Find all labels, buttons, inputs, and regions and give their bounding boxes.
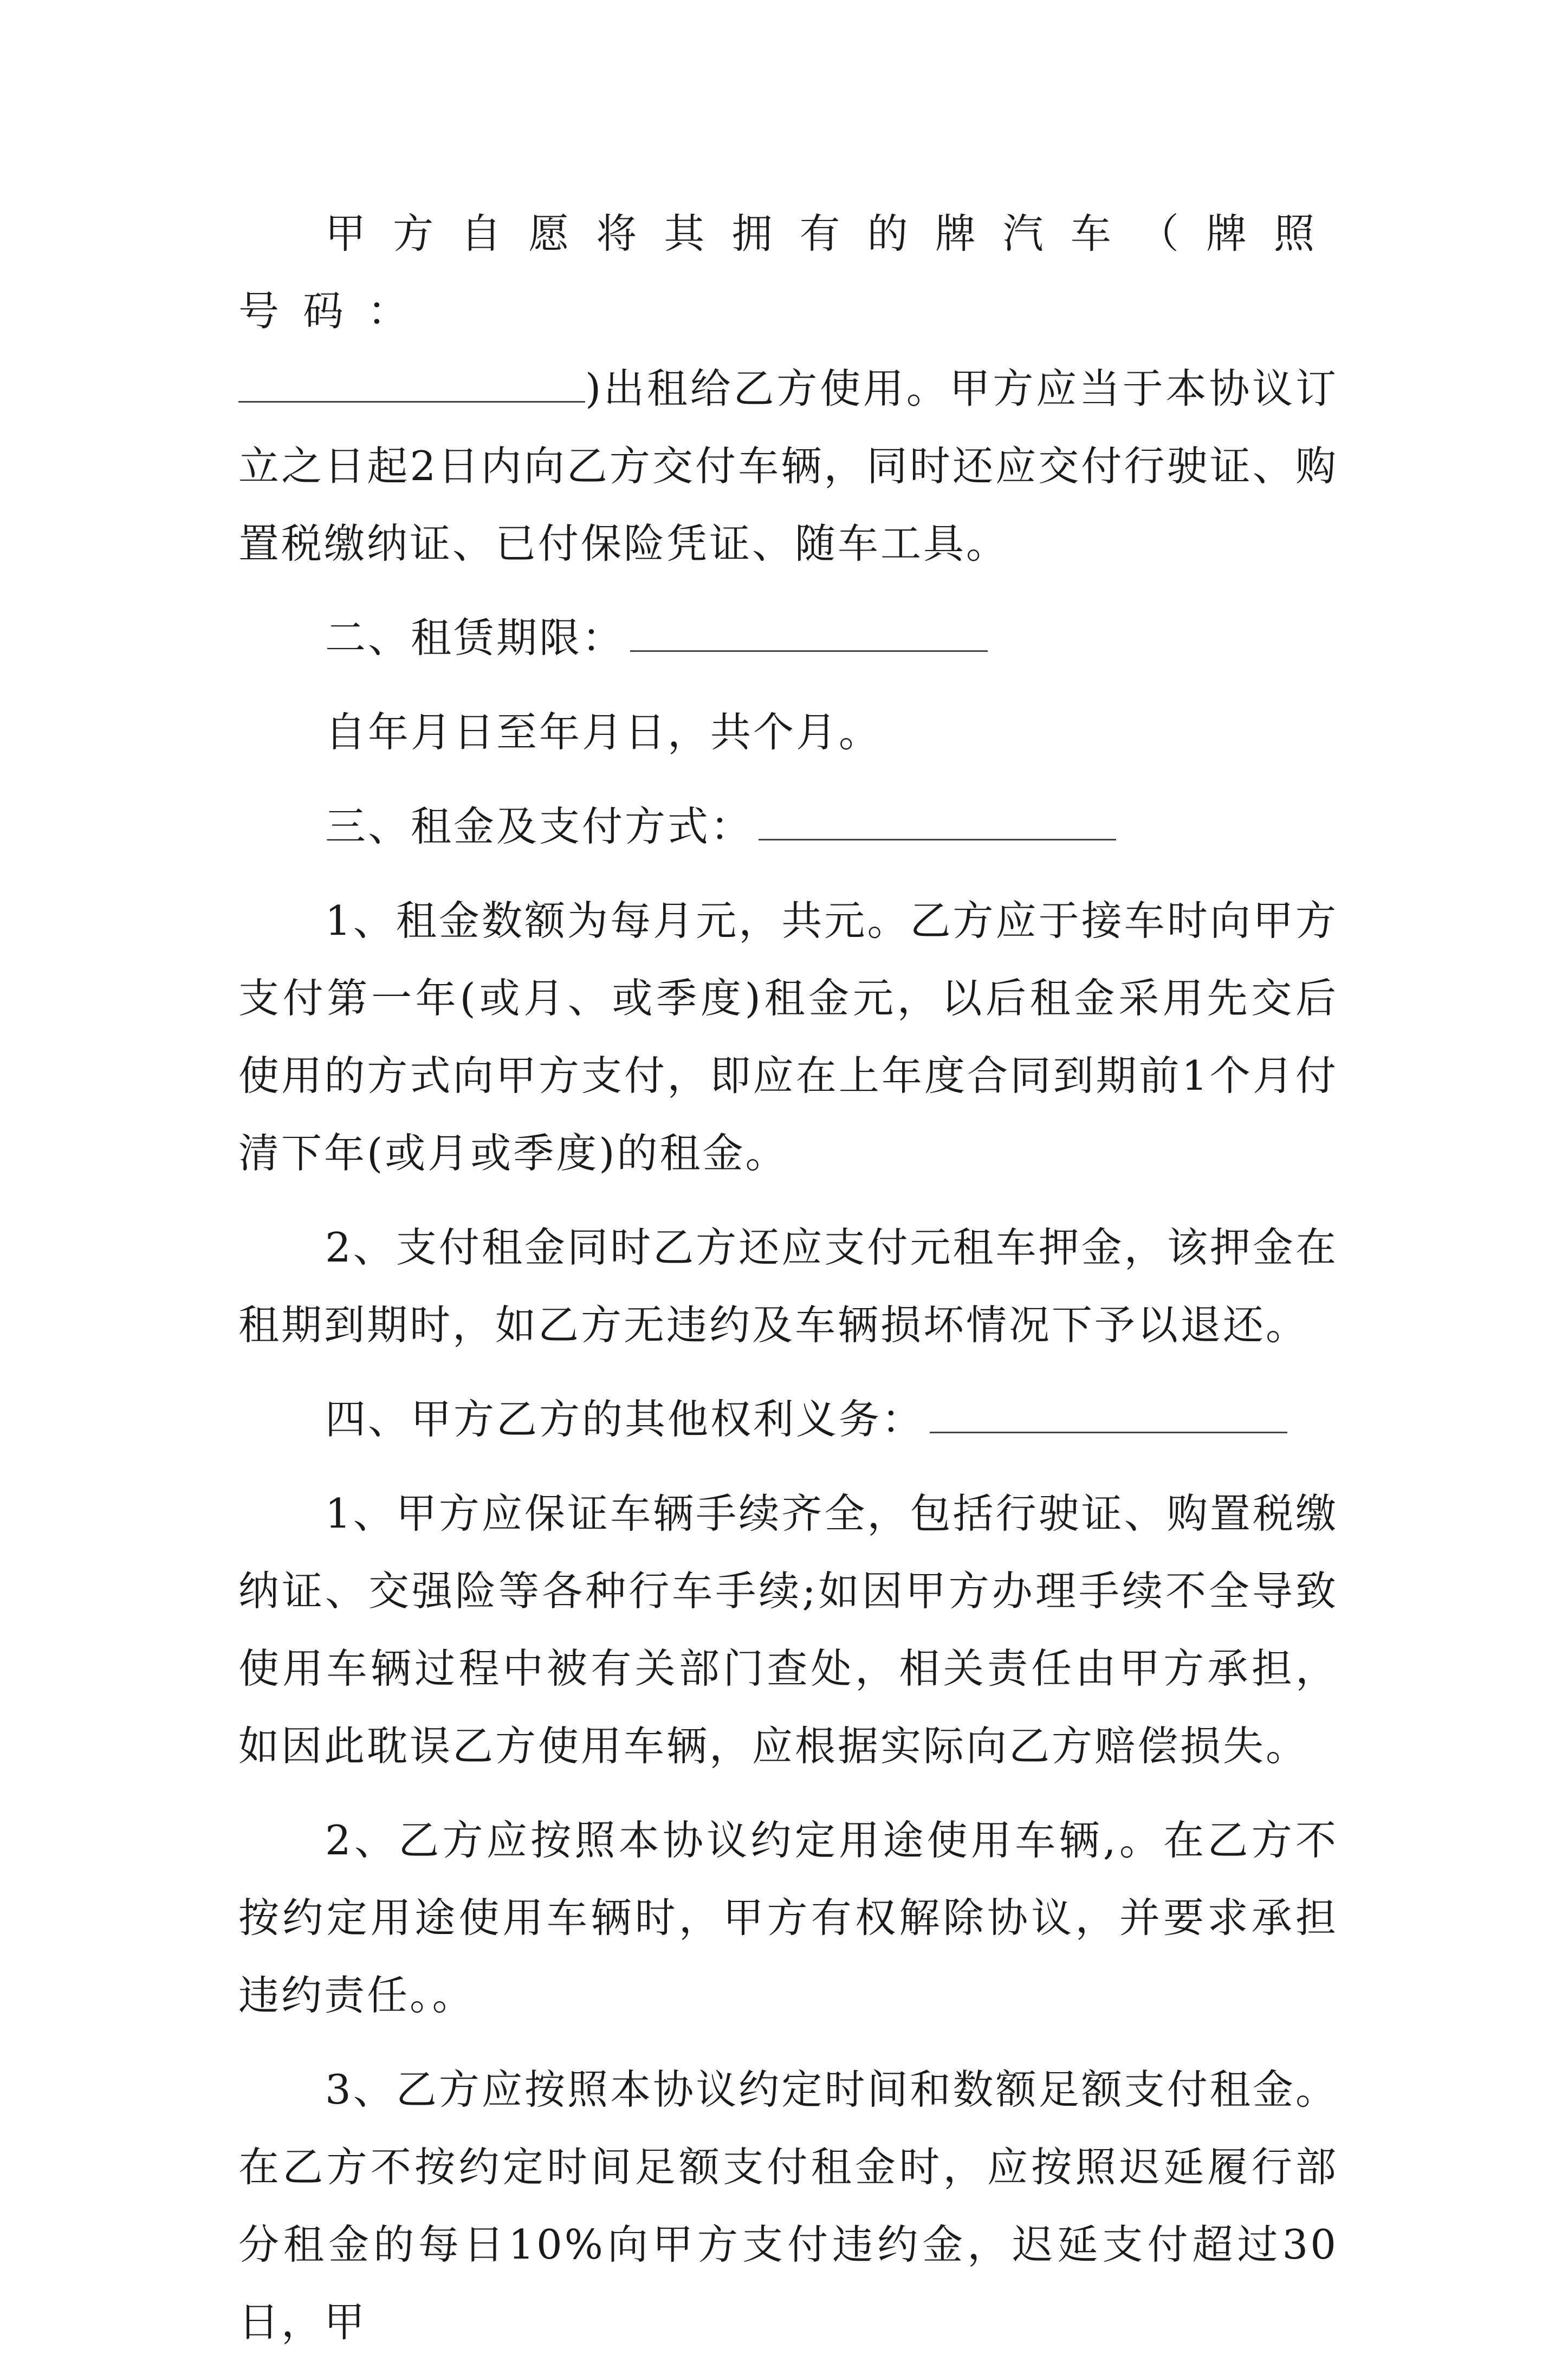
rent-payment-blank [759, 806, 1116, 840]
late-payment-text: 3、乙方应按照本协议约定时间和数额足额支付租金。在乙方不按约定时间足额支付租金时，应按照迟延履行部分租金的每日10%向甲方支付违约金，迟延支付超过30日，甲 [238, 2066, 1338, 2346]
section-heading-rent-payment [238, 788, 1338, 865]
lease-term-blank [630, 618, 988, 652]
paragraph-lease-period [238, 694, 1338, 771]
vehicle-delivery-text: )出租给乙方使用。甲方应当于本协议订立之日起2日内向乙方交付车辆，同时还应交付行驶证、购置税缴纳证、已付保险凭证、随车工具。 [238, 365, 1338, 567]
paragraph-deposit [238, 1209, 1338, 1364]
rights-obligations-heading: 四、甲方乙方的其他权利义务： [325, 1395, 925, 1443]
paragraph-lessor-documents [238, 1475, 1338, 1785]
section-heading-rights-obligations [238, 1381, 1338, 1458]
rights-obligations-blank [930, 1399, 1287, 1433]
deposit-text: 2、支付租金同时乙方还应支付元租车押金，该押金在租期到期时，如乙方无违约及车辆损坏情况下予以退还。 [238, 1224, 1338, 1349]
paragraph-vehicle-delivery [238, 350, 1338, 583]
document-page [238, 195, 1338, 2361]
plate-number-blank [238, 368, 585, 403]
vehicle-intro-text: 甲方自愿将其拥有的牌汽车（牌照号码： [238, 210, 1338, 335]
section-heading-lease-term [238, 599, 1338, 677]
paragraph-rent-amount [238, 882, 1338, 1192]
rent-payment-heading: 三、租金及支付方式： [325, 803, 754, 850]
lessor-documents-text: 1、甲方应保证车辆手续齐全，包括行驶证、购置税缴纳证、交强险等各种行车手续;如因甲方办理手续不全导致使用车辆过程中被有关部门查处，相关责任由甲方承担，如因此耽误乙方使用车辆，应根据实际向乙方赔偿损失。 [238, 1490, 1338, 1770]
paragraph-late-payment [238, 2051, 1338, 2361]
paragraph-vehicle-intro [238, 195, 1338, 350]
lease-period-text: 自年月日至年月日，共个月。 [325, 708, 882, 756]
rent-amount-text: 1、租金数额为每月元，共元。乙方应于接车时向甲方支付第一年(或月、或季度)租金元，以后租金采用先交后使用的方式向甲方支付，即应在上年度合同到期前1个月付清下年(或月或季度)的租金。 [238, 897, 1338, 1177]
paragraph-usage-purpose [238, 1802, 1338, 2034]
lease-term-heading: 二、租赁期限： [325, 614, 625, 662]
usage-purpose-text: 2、乙方应按照本协议约定用途使用车辆,。在乙方不按约定用途使用车辆时，甲方有权解除协议，并要求承担违约责任。。 [238, 1816, 1338, 2019]
